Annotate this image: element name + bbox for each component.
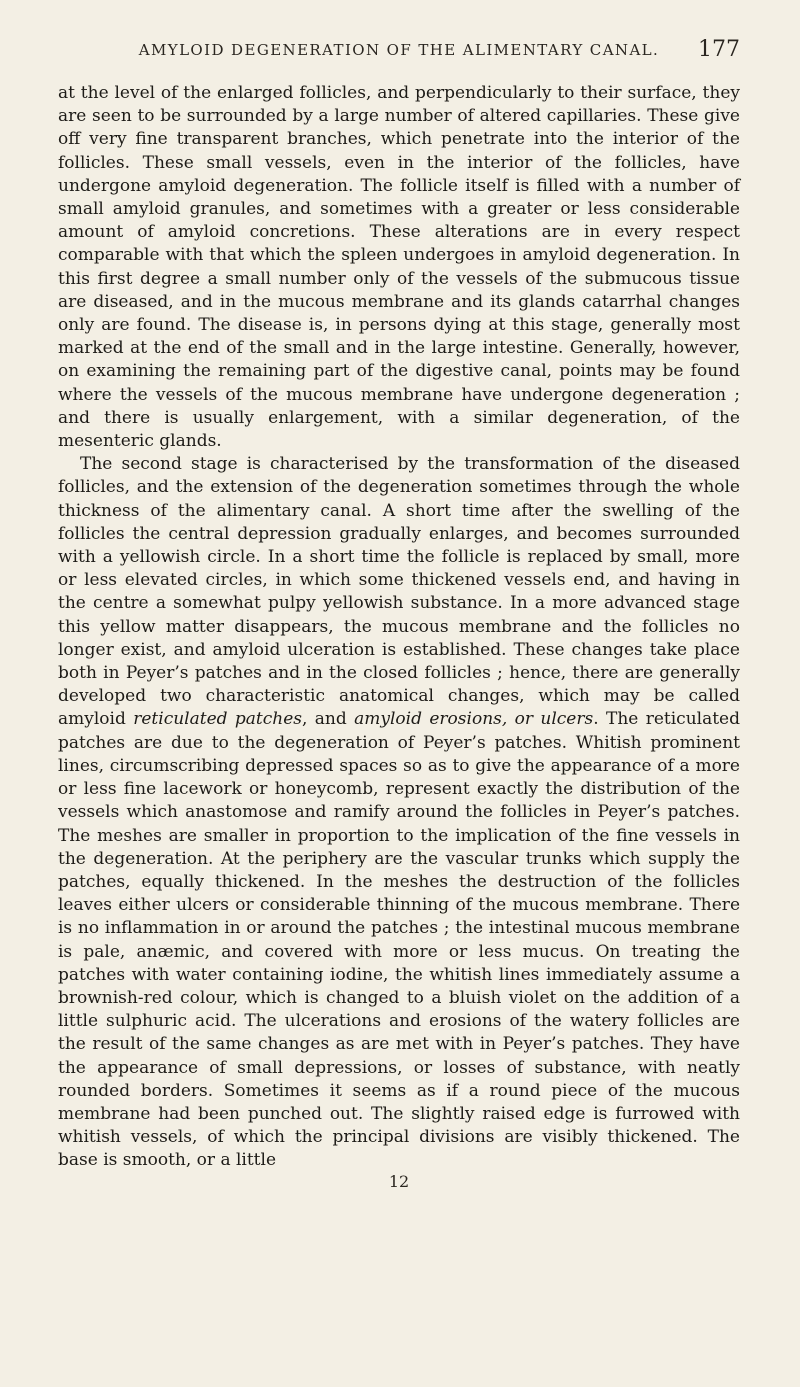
paragraph-continued: [58, 82, 740, 453]
text-run: at the level of the enlarged follicles, and perpendicularly to their surface, they are seen to be surrounded by a large number of altered capillaries. These give off very fine transparent branches, which penetrate into the interior of the follicles. These small vessels, even in the interior of the follicles, have undergone amyloid degeneration. The follicle itself is filled with a number of small amyloid granules, and sometimes with a greater or less considerable amount of amyloid concretions. These alterations are in every respect comparable with that which the spleen undergoes in amyloid degeneration. In this first degree a small number only of the vessels of the submucous tissue are diseased, and in the mucous membrane and its glands catarrhal changes only are found. The disease is, in persons dying at this stage, generally most marked at the end of the small and in the large intestine. Generally, however, on examining the remaining part of the digestive canal, points may be found where the vessels of the mucous membrane have undergone degeneration ; and there is usually enlargement, with a similar degeneration, of the mesenteric glands.: [58, 83, 740, 452]
running-header: [58, 30, 740, 70]
page-number: 177: [698, 37, 740, 62]
term-reticulated-patches: reticulated patches: [133, 709, 302, 730]
paragraph-second-stage: [58, 453, 740, 1172]
text-run: , and: [302, 709, 355, 730]
header-title: AMYLOID DEGENERATION OF THE ALIMENTARY CANAL.: [138, 41, 660, 59]
signature-mark: 12: [388, 1171, 410, 1191]
text-run: . The reticulated patches are due to the degeneration of Peyer’s patches. Whitish prominent lines, circumscribing depressed spaces so as to give the appearance of a more or less fine lacework or honeycomb, represent exactly the distribution of the vessels which anastomose and ramify around the follicles in Peyer’s patches. The meshes are smaller in proportion to the implication of the fine vessels in the degeneration. At the periphery are the vascular trunks which supply the patches, equally thickened. In the meshes the destruction of the follicles leaves either ulcers or considerable thinning of the mucous membrane. There is no inflammation in or around the patches ; the intestinal mucous membrane is pale, anæmic, and covered with more or less mucus. On treating the patches with water containing iodine, the whitish lines immediately assume a brownish-red colour, which is changed to a bluish violet on the addition of a little sulphuric acid. The ulcerations and erosions of the watery follicles are the result of the same changes as are met with in Peyer’s patches. They have the appearance of small depressions, or losses of substance, with neatly rounded borders. Sometimes it seems as if a round piece of the mucous membrane had been punched out. The slightly raised edge is furrowed with whitish vessels, of which the principal divisions are visibly thickened. The base is smooth, or a little: [58, 709, 741, 1171]
text-run: The second stage is characterised by the transformation of the diseased follicles, and the extension of the degeneration sometimes through the whole thickness of the alimentary canal. A short time after the swelling of the follicles the central depression gradually enlarges, and becomes surrounded with a yellowish circle. In a short time the follicle is replaced by small, more or less elevated circles, in which some thickened vessels end, and having in the centre a somewhat pulpy yellowish substance. In a more advanced stage this yellow matter disappears, the mucous membrane and the follicles no longer exist, and amyloid ulceration is established. These changes take place both in Peyer’s patches and in the closed follicles ; hence, there are generally developed two characteristic anatomical changes, which may be called amyloid: [58, 454, 740, 730]
term-amyloid-erosions: amyloid erosions, or ulcers: [354, 709, 594, 730]
body-text: [58, 82, 740, 1173]
